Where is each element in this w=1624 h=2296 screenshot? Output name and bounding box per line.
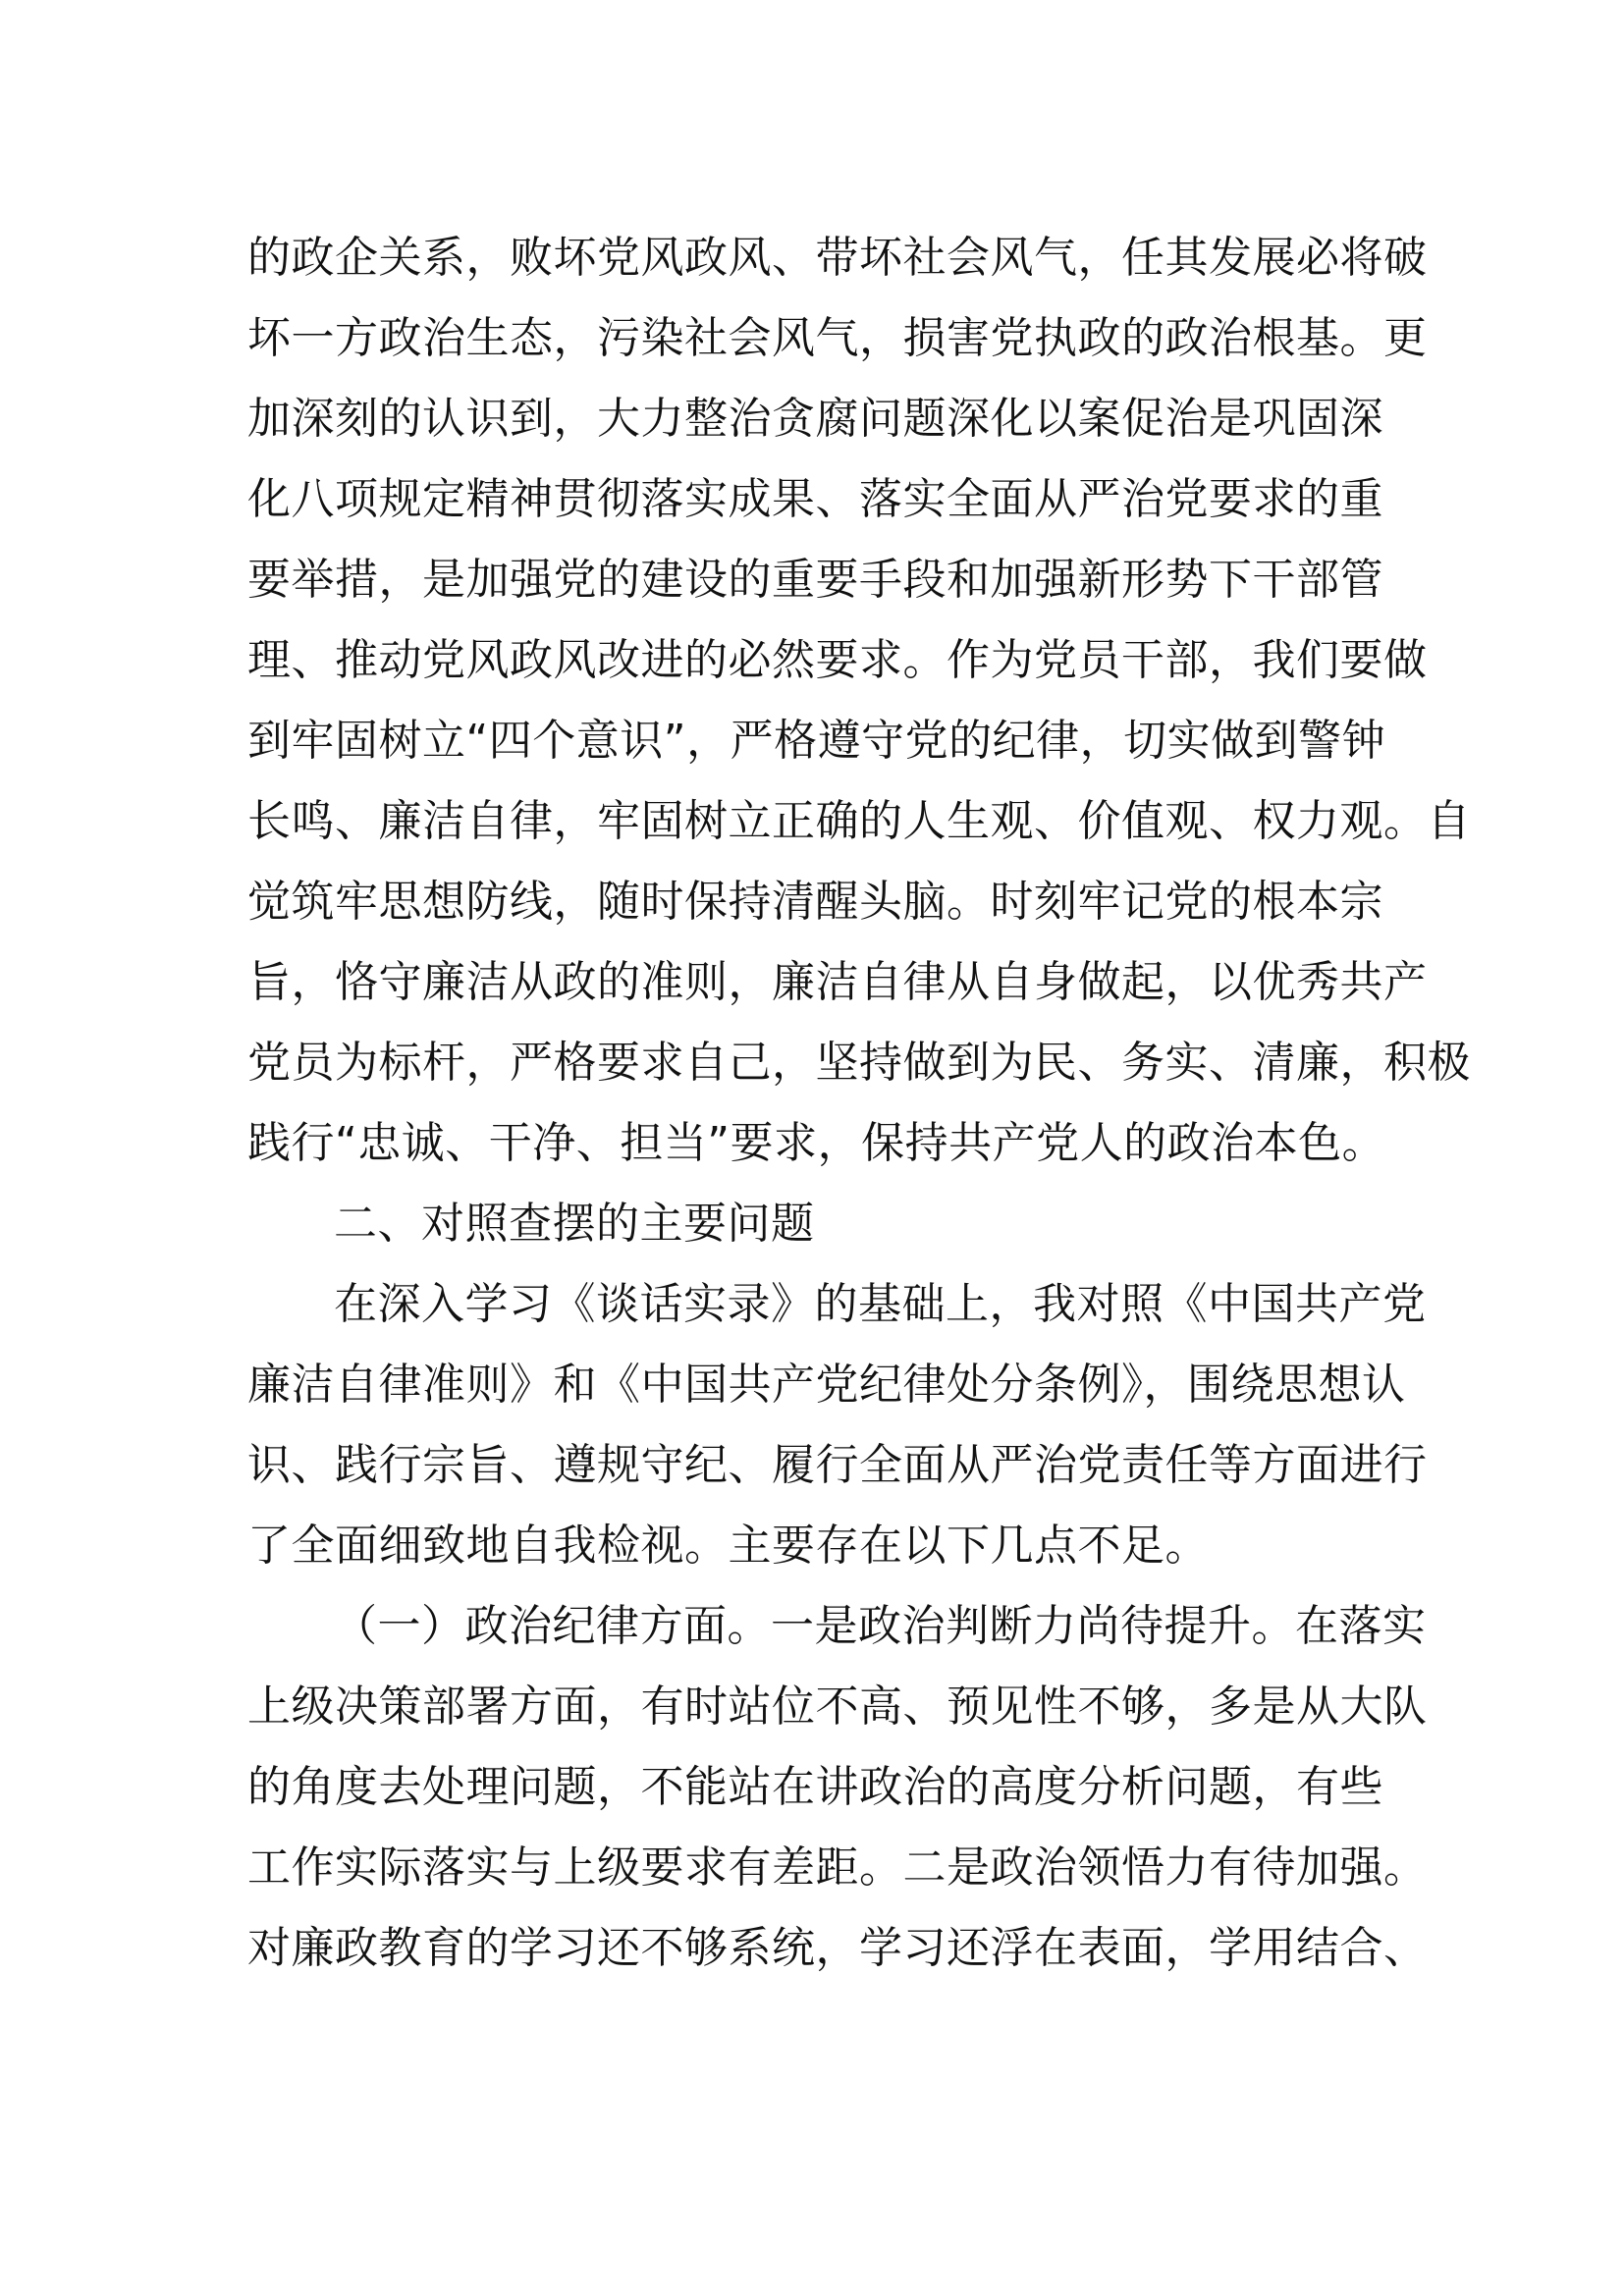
body-text-line: 觉筑牢思想防线，随时保持清醒头脑。时刻牢记党的根本宗: [247, 877, 1383, 927]
body-text-line: 工作实际落实与上级要求有差距。二是政治领悟力有待加强。: [247, 1842, 1428, 1893]
body-text-line: 党员为标杆，严格要求自己，坚持做到为民、务实、清廉，积极: [247, 1038, 1471, 1088]
body-text-line: 坏一方政治生态，污染社会风气，损害党执政的政治根基。更: [247, 313, 1428, 363]
body-text-line: 的政企关系，败坏党风政风、带坏社会风气，任其发展必将破: [247, 233, 1428, 283]
body-text-line: 践行“忠诚、干净、担当”要求，保持共产党人的政治本色。: [247, 1118, 1386, 1168]
body-text-line: 在深入学习《谈话实录》的基础上，我对照《中国共产党: [334, 1279, 1427, 1329]
body-text-line: 识、践行宗旨、遵规守纪、履行全面从严治党责任等方面进行: [247, 1440, 1428, 1490]
body-text-line: 了全面细致地自我检视。主要存在以下几点不足。: [247, 1521, 1209, 1571]
body-text-line: 长鸣、廉洁自律，牢固树立正确的人生观、价值观、权力观。自: [247, 796, 1471, 846]
body-text-line: 加深刻的认识到，大力整治贪腐问题深化以案促治是巩固深: [247, 394, 1383, 444]
body-text-line: 要举措，是加强党的建设的重要手段和加强新形势下干部管: [247, 555, 1383, 605]
body-text-line: 旨，恪守廉洁从政的准则，廉洁自律从自身做起，以优秀共产: [247, 957, 1428, 1007]
body-text-line: 廉洁自律准则》和《中国共产党纪律处分条例》，围绕思想认: [247, 1360, 1406, 1410]
body-text-line: （一）政治纪律方面。一是政治判断力尚待提升。在落实: [334, 1601, 1427, 1651]
body-text-line: 理、推动党风政风改进的必然要求。作为党员干部，我们要做: [247, 635, 1428, 685]
body-text-line: 到牢固树立“四个意识”，严格遵守党的纪律，切实做到警钟: [247, 716, 1386, 766]
body-text-line: 上级决策部署方面，有时站位不高、预见性不够，多是从大队: [247, 1682, 1428, 1732]
section-heading: 二、对照查摆的主要问题: [334, 1199, 815, 1249]
body-text-line: 对廉政教育的学习还不够系统，学习还浮在表面，学用结合、: [247, 1923, 1428, 1973]
body-text-line: 化八项规定精神贯彻落实成果、落实全面从严治党要求的重: [247, 474, 1383, 524]
body-text-line: 的角度去处理问题，不能站在讲政治的高度分析问题，有些: [247, 1762, 1383, 1812]
